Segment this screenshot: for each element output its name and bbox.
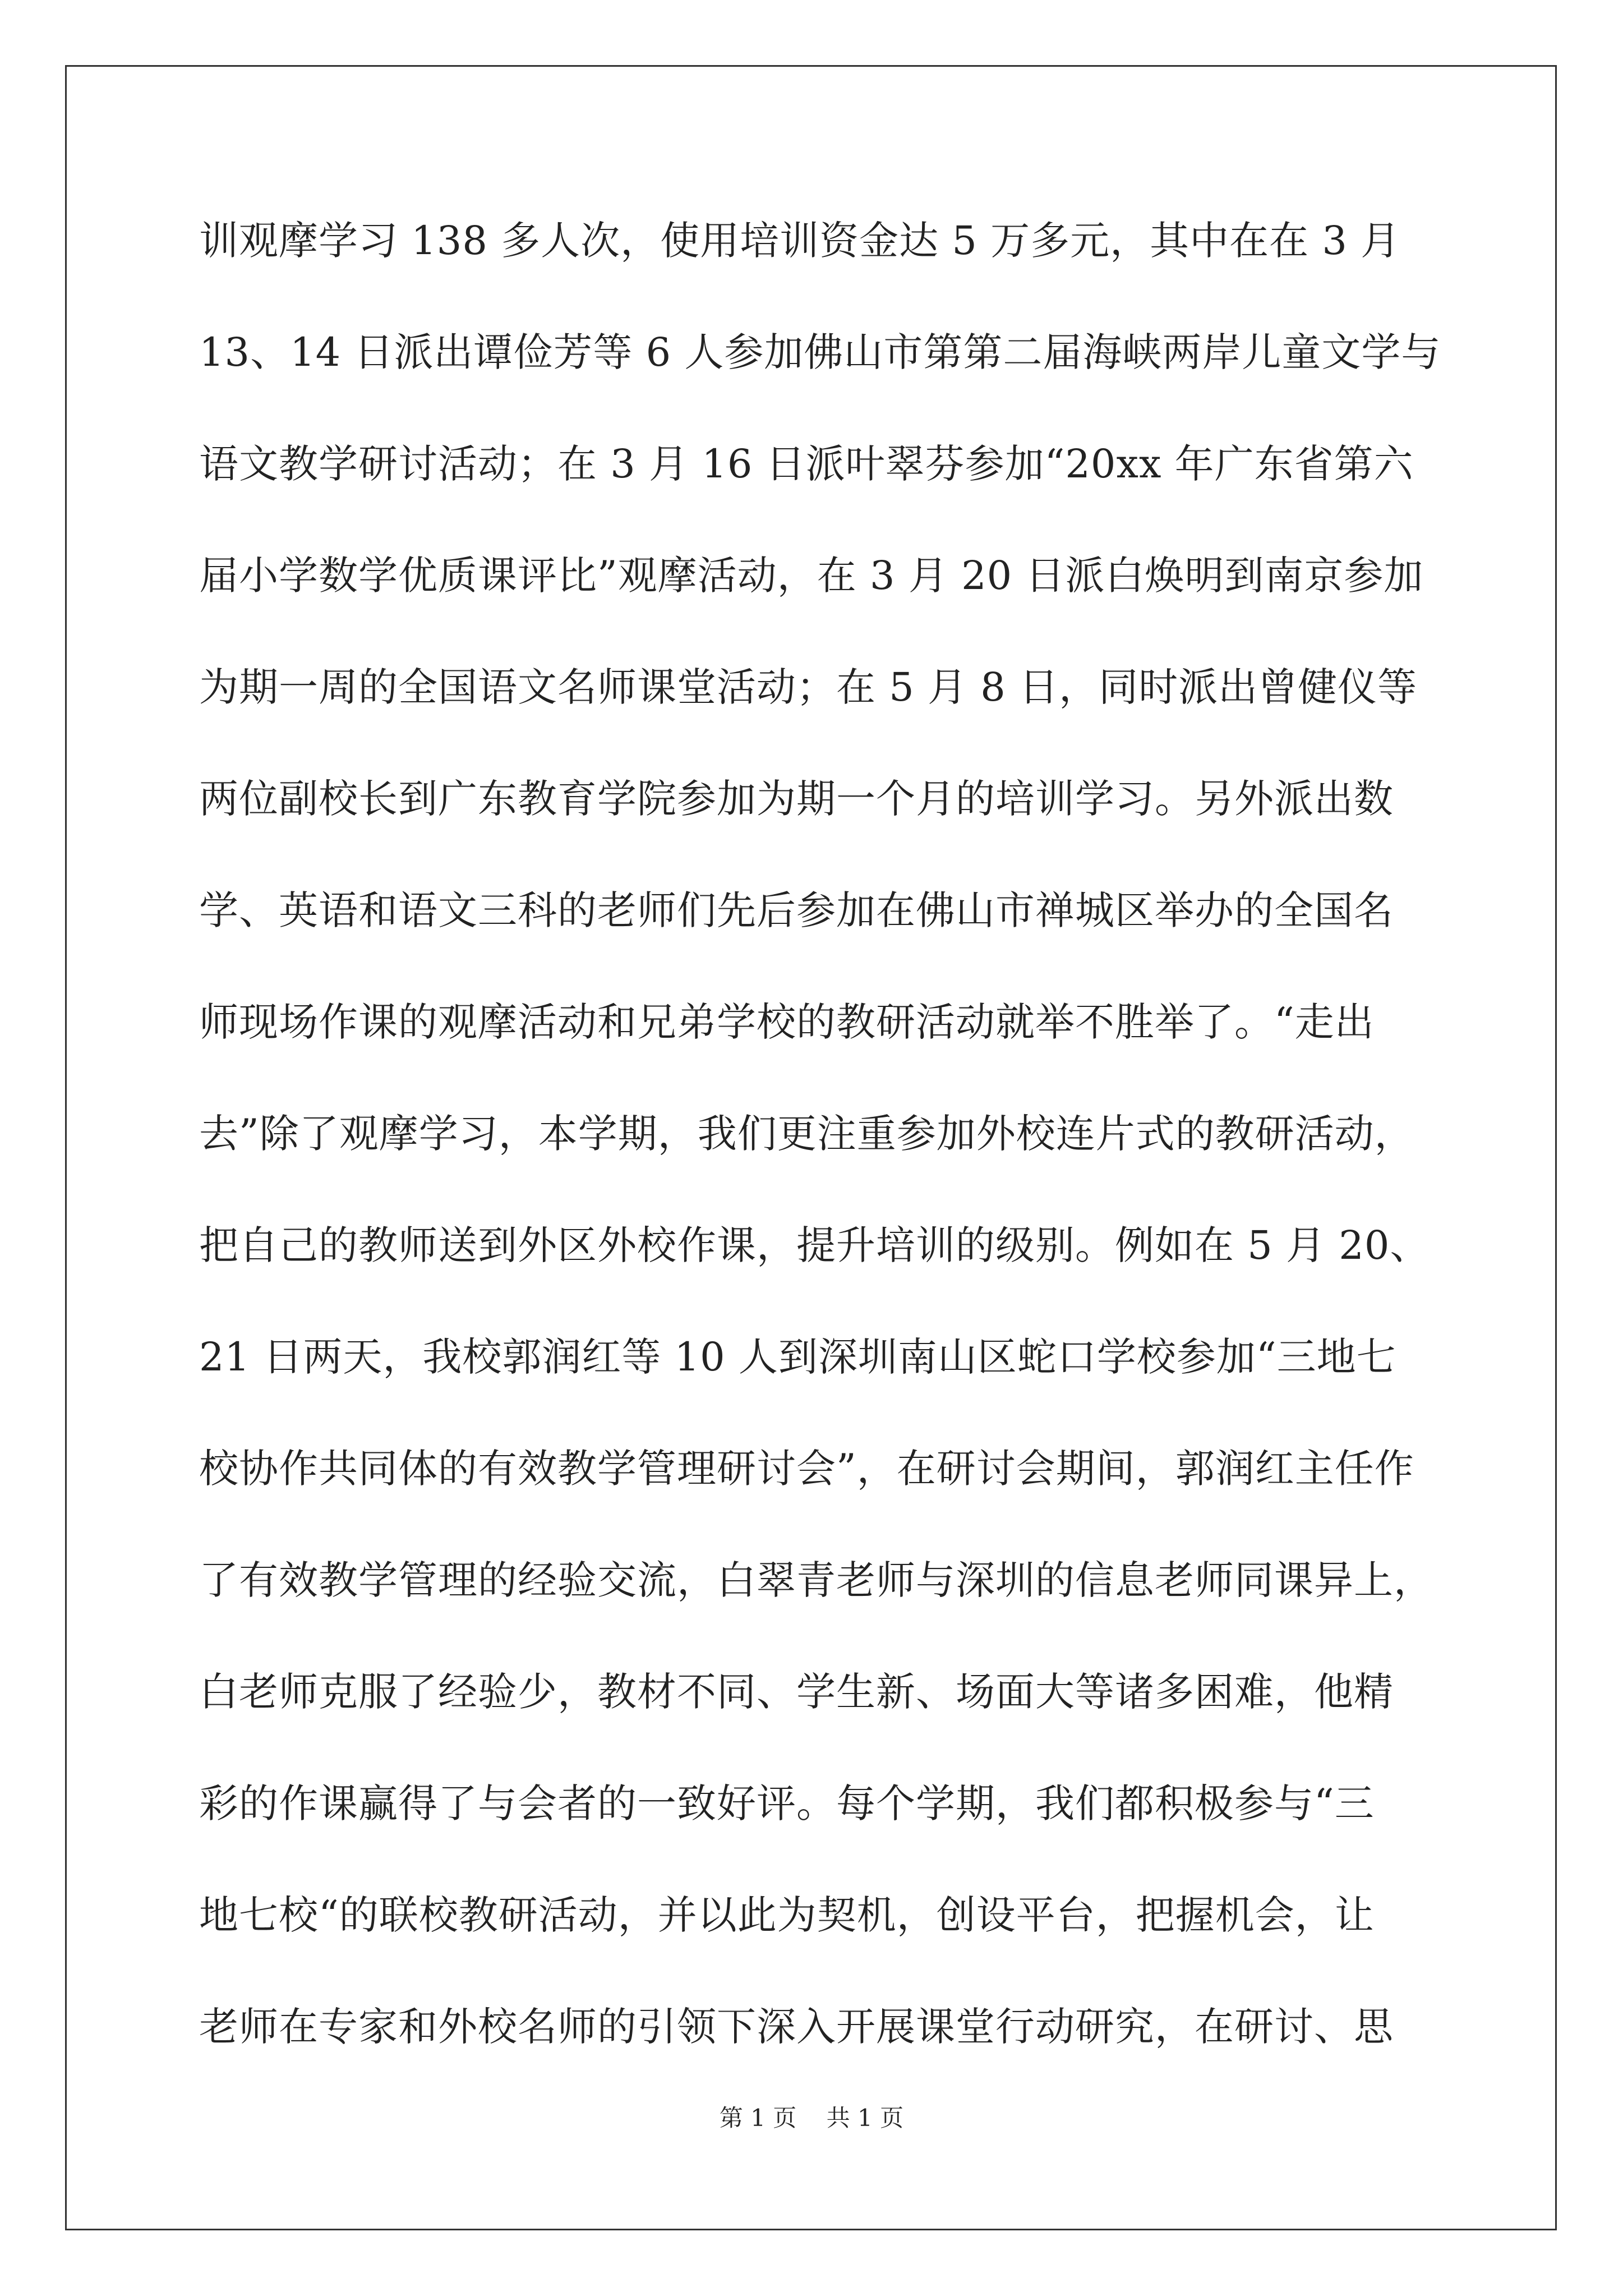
text-line: 白老师克服了经验少，教材不同、学生新、场面大等诸多困难，他精 <box>199 1669 1394 1715</box>
text-line: 地七校“的联校教研活动，并以此为契机，创设平台，把握机会，让 <box>199 1892 1375 1938</box>
text-line: 学、英语和语文三科的老师们先后参加在佛山市禅城区举办的全国名 <box>199 887 1394 933</box>
text-line: 语文教学研讨活动；在 3 月 16 日派叶翠芬参加“20xx 年广东省第六 <box>199 441 1414 487</box>
document-body <box>199 214 1461 2112</box>
text-line: 21 日两天，我校郭润红等 10 人到深圳南山区蛇口学校参加“三地七 <box>199 1334 1396 1380</box>
text-line: 老师在专家和外校名师的引领下深入开展课堂行动研究，在研讨、思 <box>199 2004 1394 2050</box>
text-line: 13、14 日派出谭俭芳等 6 人参加佛山市第第二届海峡两岸儿童文学与 <box>199 329 1441 375</box>
text-line: 去”除了观摩学习，本学期，我们更注重参加外校连片式的教研活动， <box>199 1111 1414 1157</box>
text-line: 校协作共同体的有效教学管理研讨会”，在研讨会期间，郭润红主任作 <box>199 1446 1414 1492</box>
text-line: 把自己的教师送到外区外校作课，提升培训的级别。例如在 5 月 20、 <box>199 1222 1430 1268</box>
text-line: 训观摩学习 138 多人次，使用培训资金达 5 万多元，其中在在 3 月 <box>199 218 1401 264</box>
text-line: 彩的作课赢得了与会者的一致好评。每个学期，我们都积极参与“三 <box>199 1780 1375 1826</box>
page-number: 第 1 页 <box>719 2104 797 2132</box>
page-total: 共 1 页 <box>826 2104 904 2132</box>
page-footer <box>0 2101 1623 2135</box>
text-line: 了有效教学管理的经验交流，白翠青老师与深圳的信息老师同课异上， <box>199 1557 1433 1603</box>
text-line: 届小学数学优质课评比”观摩活动，在 3 月 20 日派白焕明到南京参加 <box>199 553 1424 599</box>
text-line: 为期一周的全国语文名师课堂活动；在 5 月 8 日，同时派出曾健仪等 <box>199 664 1418 710</box>
text-line: 师现场作课的观摩活动和兄弟学校的教研活动就举不胜举了。“走出 <box>199 999 1375 1045</box>
text-line: 两位副校长到广东教育学院参加为期一个月的培训学习。另外派出数 <box>199 776 1394 822</box>
